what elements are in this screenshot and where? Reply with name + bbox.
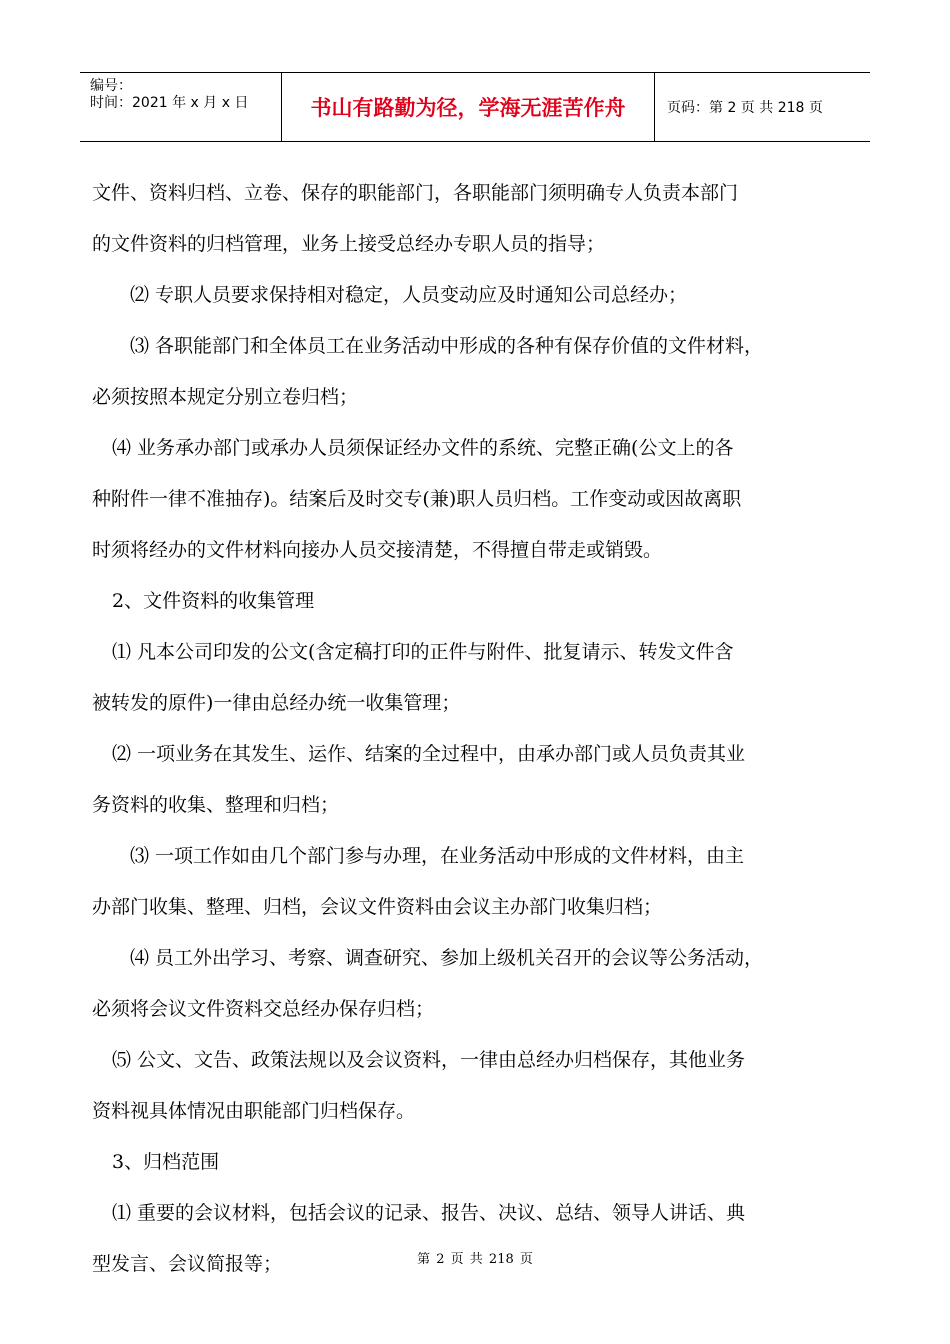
text-line: 时须将经办的文件材料向接办人员交接清楚，不得擅自带走或销毁。 [92,539,663,561]
header-meta [80,73,282,141]
text-line: 被转发的原件)一律由总经办统一收集管理； [92,692,461,714]
text-line: 资料视具体情况由职能部门归档保存。 [92,1100,416,1122]
text-line: 办部门收集、整理、归档，会议文件资料由会议主办部门收集归档； [92,896,663,918]
section-heading: 3、归档范围 [112,1151,220,1173]
text-line: 种附件一律不准抽存)。结案后及时交专(兼)职人员归档。工作变动或因故离职 [92,488,742,510]
text-line: ⑵ 专职人员要求保持相对稳定，人员变动应及时通知公司总经办； [130,284,688,306]
text-line: ⑷ 员工外出学习、考察、调查研究、参加上级机关召开的会议等公务活动， [130,947,764,969]
header-motto: 书山有路勤为径，学海无涯苦作舟 [282,73,655,141]
text-line: 必须将会议文件资料交总经办保存归档； [92,998,435,1020]
text-line: ⑴ 凡本公司印发的公文(含定稿打印的正件与附件、批复请示、转发文件含 [112,641,734,663]
page-footer: 第 2 页 共 218 页 [417,1252,533,1267]
text-line: 必须按照本规定分别立卷归档； [92,386,359,408]
text-line: ⑶ 一项工作如由几个部门参与办理，在业务活动中形成的文件材料，由主 [130,845,745,867]
text-line: ⑷ 业务承办部门或承办人员须保证经办文件的系统、完整正确(公文上的各 [112,437,734,459]
header-page-info: 页码：第 2 页 共 218 页 [667,100,823,116]
document-number-label: 编号： [90,78,132,94]
section-heading: 2、文件资料的收集管理 [112,590,315,612]
document-time: 时间：2021 年 x 月 x 日 [90,95,249,111]
text-line: ⑵ 一项业务在其发生、运作、结案的全过程中，由承办部门或人员负责其业 [112,743,746,765]
text-line: 文件、资料归档、立卷、保存的职能部门，各职能部门须明确专人负责本部门 [92,182,739,204]
text-line: ⑴ 重要的会议材料，包括会议的记录、报告、决议、总结、领导人讲话、典 [112,1202,746,1224]
document-body [92,168,867,1290]
text-line: 务资料的收集、整理和归档； [92,794,340,816]
text-line: 的文件资料的归档管理，业务上接受总经办专职人员的指导； [92,233,606,255]
text-line: ⑶ 各职能部门和全体员工在业务活动中形成的各种有保存价值的文件材料， [130,335,764,357]
text-line: 型发言、会议简报等； [92,1253,283,1275]
page-header [80,72,870,142]
text-line: ⑸ 公文、文告、政策法规以及会议资料，一律由总经办归档保存，其他业务 [112,1049,746,1071]
